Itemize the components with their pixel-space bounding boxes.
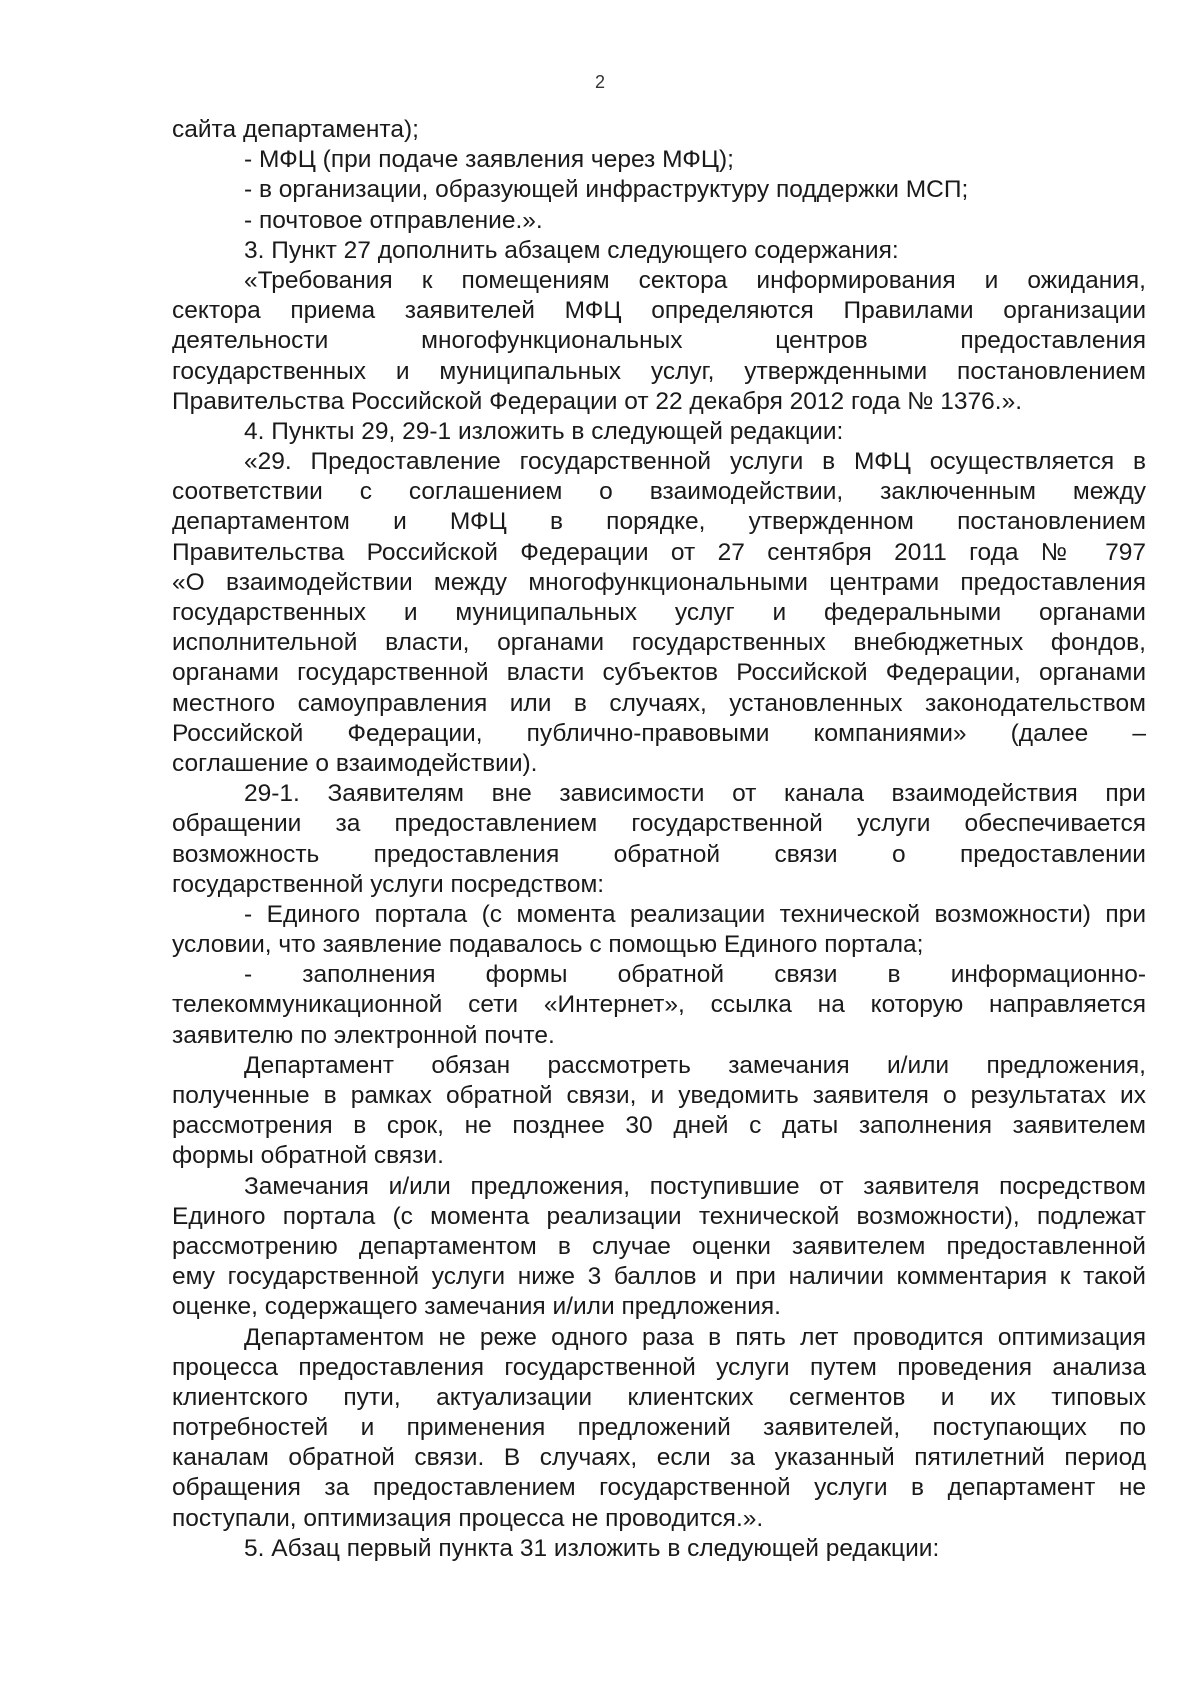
text-line: - заполнения формы обратной связи в информационно-	[244, 961, 1146, 989]
text-line: Департамент обязан рассмотреть замечания и/или предложения,	[244, 1051, 1146, 1079]
text-line: потребностей и применения предложений заявителей, поступающих по	[172, 1414, 1146, 1442]
text-line: ему государственной услуги ниже 3 баллов и при наличии комментария к такой	[172, 1263, 1146, 1291]
text-line: формы обратной связи.	[172, 1142, 444, 1170]
text-line: 29-1. Заявителям вне зависимости от канала взаимодействия при	[244, 780, 1146, 808]
text-line: департаментом и МФЦ в порядке, утвержденном постановлением	[172, 508, 1146, 536]
text-line: - почтовое отправление.».	[244, 206, 543, 234]
text-line: Российской Федерации, публично-правовыми компаниями» (далее –	[172, 719, 1146, 747]
text-line: соответствии с соглашением о взаимодействии, заключенным между	[172, 478, 1146, 506]
text-line: государственных и муниципальных услуг, утвержденными постановлением	[172, 357, 1146, 385]
text-line: - в организации, образующей инфраструктуру поддержки МСП;	[244, 176, 969, 204]
text-line: обращении за предоставлением государственной услуги обеспечивается	[172, 810, 1146, 838]
text-line: полученные в рамках обратной связи, и уведомить заявителя о результатах их	[172, 1082, 1146, 1109]
text-line: «Требования к помещениям сектора информирования и ожидания,	[244, 266, 1146, 294]
text-line: - Единого портала (с момента реализации технической возможности) при	[244, 900, 1146, 928]
text-line: деятельности многофункциональных центров предоставления	[172, 327, 1146, 355]
text-line: условии, что заявление подавалось с помощью Единого портала;	[172, 931, 924, 959]
text-line: Замечания и/или предложения, поступившие от заявителя посредством	[244, 1172, 1146, 1200]
text-line: - МФЦ (при подаче заявления через МФЦ);	[244, 146, 734, 174]
text-line: сайта департамента);	[172, 116, 419, 143]
text-line: Правительства Российской Федерации от 22 декабря 2012 года № 1376.».	[172, 387, 1023, 415]
text-line: заявителю по электронной почте.	[172, 1021, 555, 1049]
text-line: сектора приема заявителей МФЦ определяются Правилами организации	[172, 297, 1146, 325]
page-number: 2	[594, 72, 605, 92]
text-line: 3. Пункт 27 дополнить абзацем следующего содержания:	[244, 236, 899, 264]
text-line: Департаментом не реже одного раза в пять лет проводится оптимизация	[244, 1323, 1146, 1351]
text-line: 5. Абзац первый пункта 31 изложить в следующей редакции:	[244, 1534, 940, 1562]
text-line: рассмотрению департаментом в случае оценки заявителем предоставленной	[172, 1232, 1146, 1260]
text-line: «29. Предоставление государственной услуги в МФЦ осуществляется в	[244, 448, 1146, 476]
text-line: органами государственной власти субъектов Российской Федерации, органами	[172, 659, 1146, 687]
text-line: «О взаимодействии между многофункциональными центрами предоставления	[172, 568, 1146, 596]
text-line: телекоммуникационной сети «Интернет», ссылка на которую направляется	[172, 991, 1146, 1019]
text-line: возможность предоставления обратной связи о предоставлении	[172, 840, 1146, 868]
text-line: клиентского пути, актуализации клиентских сегментов и их типовых	[172, 1383, 1146, 1411]
text-line: 4. Пункты 29, 29-1 изложить в следующей редакции:	[244, 417, 844, 445]
text-line: каналам обратной связи. В случаях, если за указанный пятилетний период	[172, 1444, 1146, 1472]
text-line: рассмотрения в срок, не позднее 30 дней с даты заполнения заявителем	[172, 1112, 1146, 1140]
text-line: государственных и муниципальных услуг и федеральными органами	[172, 599, 1146, 626]
text-line: Единого портала (с момента реализации технической возможности), подлежат	[172, 1202, 1146, 1230]
text-line: обращения за предоставлением государственной услуги в департамент не	[172, 1474, 1146, 1502]
text-line: соглашение о взаимодействии).	[172, 749, 538, 777]
text-line: исполнительной власти, органами государственных внебюджетных фондов,	[172, 629, 1146, 657]
text-line: оценке, содержащего замечания и/или предложения.	[172, 1293, 781, 1321]
text-line: государственной услуги посредством:	[172, 870, 605, 898]
text-line: местного самоуправления или в случаях, установленных законодательством	[172, 689, 1146, 717]
text-line: поступали, оптимизация процесса не проводится.».	[172, 1504, 764, 1532]
text-line: Правительства Российской Федерации от 27 сентября 2011 года № 797	[172, 538, 1146, 566]
document-body	[172, 115, 1146, 1564]
text-line: процесса предоставления государственной услуги путем проведения анализа	[172, 1353, 1146, 1381]
